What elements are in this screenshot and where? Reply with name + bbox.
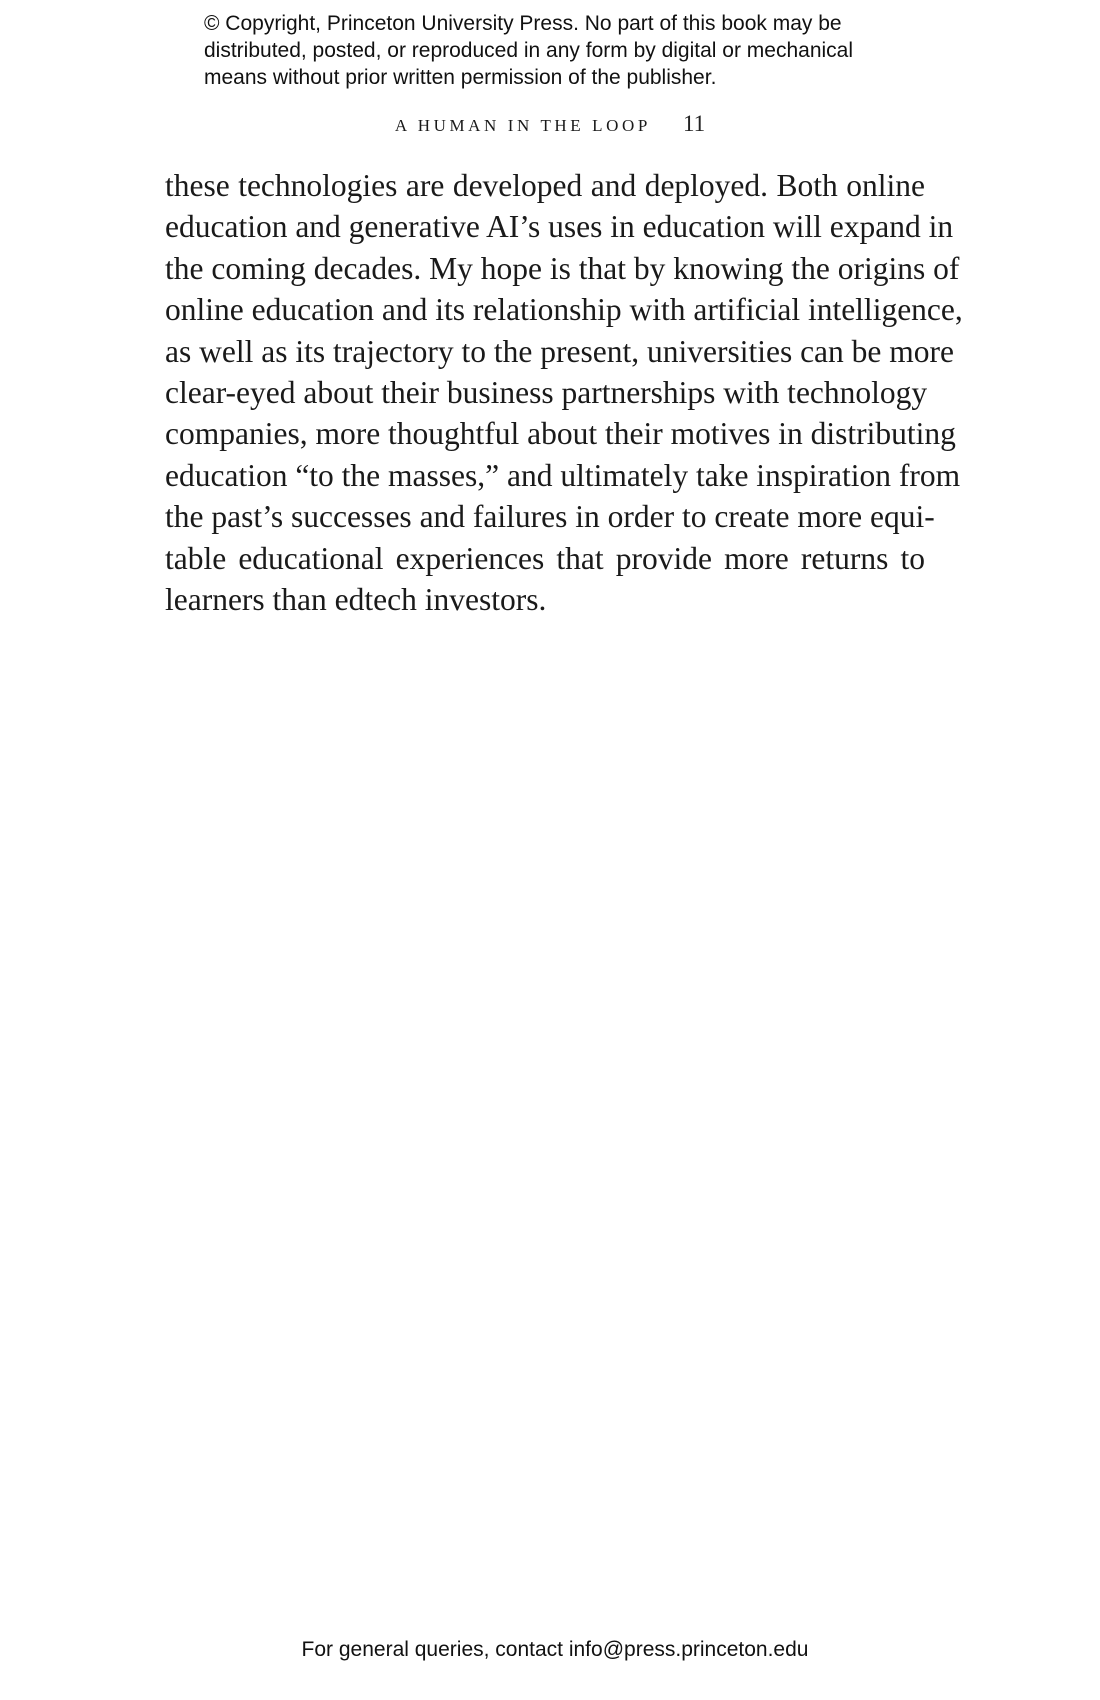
running-head xyxy=(0,111,1100,137)
text-line: the coming decades. My hope is that by knowing the origins of xyxy=(165,250,960,286)
text-line: the past’s successes and failures in order to create more equi- xyxy=(165,499,935,535)
page-number: 11 xyxy=(682,111,706,136)
copyright-notice xyxy=(204,10,924,91)
copyright-line: © Copyright, Princeton University Press. No part of this book may be xyxy=(204,12,842,35)
text-line: table educational experiences that provide more returns to xyxy=(165,540,925,576)
text-line: these technologies are developed and deployed. Both online xyxy=(165,168,925,203)
text-line: as well as its trajectory to the present, universities can be more xyxy=(165,333,954,369)
text-line: education “to the masses,” and ultimately take inspiration from xyxy=(165,457,961,493)
text-line: education and generative AI’s uses in education will expand in xyxy=(165,209,954,245)
text-line: clear-eyed about their business partnerships with technology xyxy=(165,374,928,410)
running-title: A HUMAN IN THE LOOP xyxy=(394,116,651,135)
text-line: online education and its relationship with artificial intelligence, xyxy=(165,292,963,328)
body-paragraph xyxy=(165,165,963,620)
copyright-line: distributed, posted, or reproduced in any form by digital or mechanical xyxy=(204,39,854,62)
text-line: companies, more thoughtful about their motives in distributing xyxy=(165,416,956,452)
footer-contact: For general queries, contact info@press.princeton.edu xyxy=(301,1638,809,1661)
copyright-line: means without prior written permission of the publisher. xyxy=(204,66,717,89)
text-line: learners than edtech investors. xyxy=(165,581,547,617)
